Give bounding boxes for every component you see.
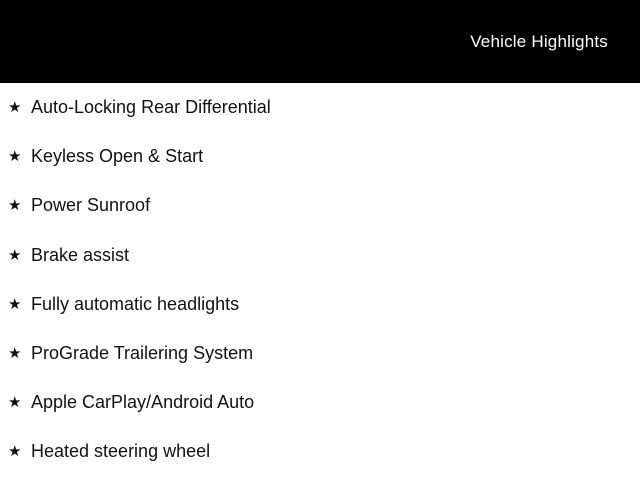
star-bullet-icon: ★ [8, 394, 22, 412]
star-bullet-icon: ★ [8, 295, 22, 313]
highlights-list [0, 83, 640, 480]
list-item-label: Fully automatic headlights [31, 293, 240, 314]
star-bullet-icon: ★ [8, 148, 22, 166]
list-item-label: Apple CarPlay/Android Auto [31, 392, 255, 413]
list-item [0, 280, 640, 329]
star-bullet-icon: ★ [8, 246, 22, 264]
star-bullet-icon: ★ [8, 197, 22, 215]
list-item [0, 132, 640, 181]
star-bullet-icon: ★ [8, 99, 22, 117]
header-bar [0, 0, 640, 83]
list-item-label: Auto-Locking Rear Differential [31, 97, 271, 118]
list-item-label: Power Sunroof [31, 195, 151, 216]
list-item-label: Heated steering wheel [31, 441, 211, 462]
list-item-label: Keyless Open & Start [31, 146, 204, 167]
star-bullet-icon: ★ [8, 443, 22, 461]
list-item [0, 378, 640, 427]
list-item [0, 181, 640, 230]
list-item-label: Brake assist [31, 244, 130, 265]
star-bullet-icon: ★ [8, 345, 22, 363]
list-item [0, 427, 640, 476]
list-item [0, 329, 640, 378]
list-item [0, 231, 640, 280]
page-title: Vehicle Highlights [470, 31, 608, 51]
list-item [0, 83, 640, 132]
list-item-label: ProGrade Trailering System [31, 343, 254, 364]
